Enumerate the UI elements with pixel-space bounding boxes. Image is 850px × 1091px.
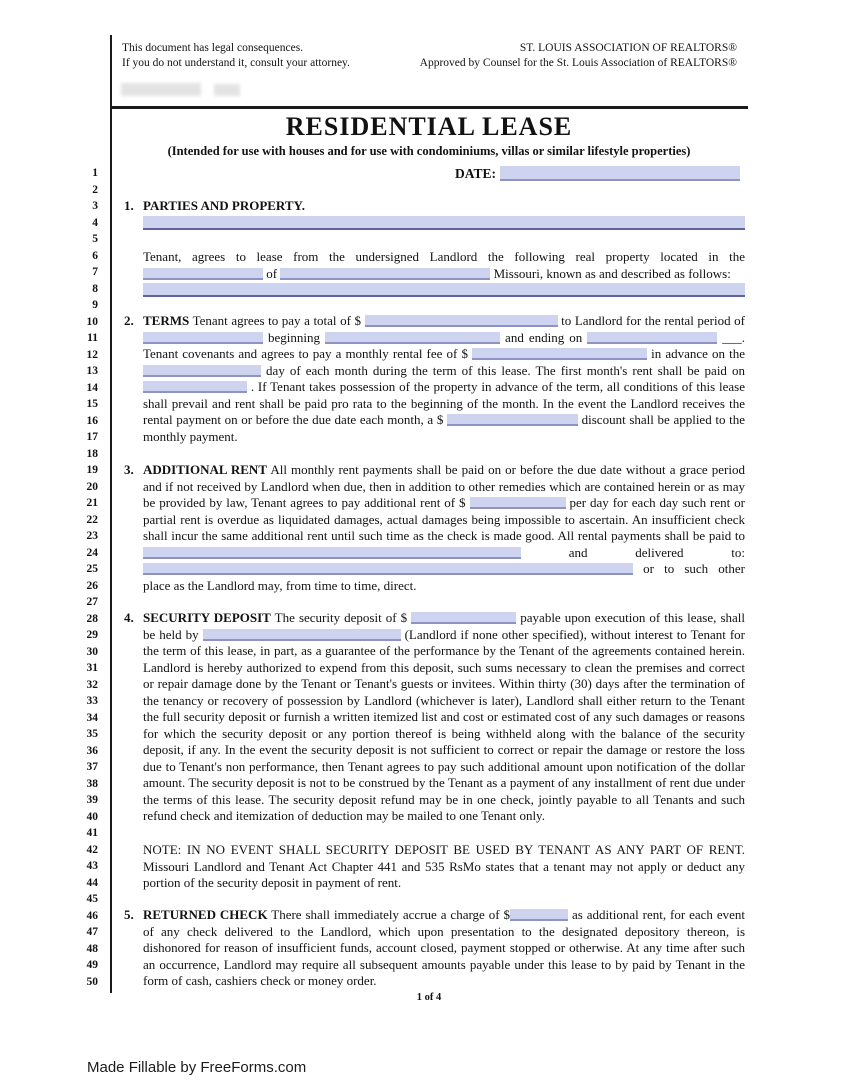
form-field[interactable]: [587, 332, 717, 344]
top-border-rule: [110, 106, 748, 109]
section-body: [143, 313, 745, 445]
form-field[interactable]: [143, 381, 247, 393]
line-number: 45: [86, 893, 98, 905]
form-field[interactable]: [143, 283, 745, 297]
freeforms-watermark: Made Fillable by FreeForms.com: [87, 1059, 307, 1076]
form-field[interactable]: [143, 547, 521, 559]
line-number: 30: [86, 645, 98, 658]
section-number: 5.: [124, 907, 134, 922]
line-number: 22: [86, 513, 98, 526]
line-number: 38: [86, 777, 98, 790]
line-number: 6: [92, 249, 98, 262]
line-number: 18: [86, 447, 98, 460]
line-number: 3: [92, 200, 98, 212]
line-number: 12: [86, 348, 98, 361]
form-field[interactable]: [470, 497, 566, 509]
line-number: 1: [92, 167, 98, 179]
form-field[interactable]: [325, 332, 500, 344]
section-returned-check: [124, 907, 745, 990]
line-number: 16: [86, 414, 98, 427]
line-number: 28: [86, 612, 98, 625]
line-number: 36: [86, 744, 98, 757]
line-number: 9: [92, 299, 98, 311]
paragraph: [143, 216, 745, 233]
section-security-deposit-note: [124, 842, 745, 892]
paragraph: ADDITIONAL RENT All monthly rent payments shall be paid on or before the due date without a grace period and if not received by Landlord when due, then in addition to other remedies which are contained herein or as may be provided by law, Tenant agrees to pay additional rent of $ per day for each day such rent or partial rent is overdue as liquidated damages, actual damages being impossible to ascertain. An insufficient check shall incur the same additional rent until such time as the check is made good. All rental payments shall be paid to and delivered to: or to such other place as the Landlord may, from time to time, direct.: [143, 462, 745, 593]
association-approval: Approved by Counsel for the St. Louis Association of REALTORS®: [419, 57, 737, 69]
line-number: 35: [86, 728, 98, 740]
paragraph: [143, 283, 745, 300]
section-heading: SECURITY DEPOSIT: [143, 610, 271, 625]
form-field[interactable]: [472, 348, 647, 360]
form-field[interactable]: [143, 332, 263, 344]
form-field[interactable]: [365, 315, 558, 327]
form-field[interactable]: [447, 414, 578, 426]
paragraph: SECURITY DEPOSIT The security deposit of $ payable upon execution of this lease, shall be held by (Landlord if none other specified), without interest to Tenant for the term of this lease, in part, as a guarantee of the performance by the Tenant of the agreements contained herein. Landlord is hereby authorized to expend from this deposit, such sums necessary to clean the premises and correct or repair damage done by the Tenant or Tenant's guests or invitees. Within thirty (30) days after the termination of the tenancy or recovery of possession by Landlord (whichever is later), Landlord shall either return to the Tenant the full security deposit or furnish a written itemized list and cost or estimated cost of any such damages or reasons for which the security deposit or any portion thereof is being withheld along with the balance of the security deposit, if any. In the event the security deposit is not sufficient to correct or repair the damage or restore the loss due to Tenant's non performance, then Tenant agrees to pay such additional amount upon notification of the dollar amount. The security deposit is not to be construed by the Tenant as a payment of any installment of rent due under the terms of this lease. The security deposit refund may be in one check, jointly payable to all Tenants and such refund check and itemization of deduction may be mailed to one Tenant only.: [143, 610, 745, 823]
line-number: 17: [86, 431, 98, 443]
line-number: 31: [86, 662, 98, 674]
disclaimer-line1: This document has legal consequences.: [122, 42, 304, 54]
paragraph: Tenant, agrees to lease from the undersigned Landlord the following real property located in the of Missouri, known as and described as follows:: [143, 249, 745, 281]
form-field[interactable]: [143, 268, 263, 280]
section-body: [143, 907, 745, 990]
paragraph: TERMS Tenant agrees to pay a total of $ to Landlord for the rental period of beginning and ending on ___. Tenant covenants and agrees to pay a monthly rental fee of $ in advance on the day of each month during the term of this lease. The first month's rent shall be paid on . If Tenant takes possession of the property in advance of the term, all conditions of this lease shall prevail and rent shall be paid pro rata to the beginning of the month. In the event the Landlord receives the rental payment on or before the due date each month, a $ discount shall be applied to the monthly payment.: [143, 313, 746, 444]
faded-stamp: [214, 84, 240, 96]
line-number: 23: [86, 530, 98, 542]
form-field[interactable]: [280, 268, 490, 280]
line-number: 5: [92, 233, 98, 245]
line-number: 10: [86, 315, 98, 328]
date-row: [455, 165, 740, 183]
line-number: 42: [86, 843, 98, 856]
line-number: 21: [86, 497, 98, 509]
section-number: [124, 842, 143, 892]
line-number: 47: [86, 926, 98, 938]
date-label: DATE:: [455, 166, 497, 181]
form-field[interactable]: [411, 612, 516, 624]
line-number: 14: [86, 381, 98, 394]
date-field[interactable]: [500, 166, 740, 181]
line-number: 46: [86, 909, 98, 922]
line-number: 37: [86, 761, 98, 773]
line-number: 8: [92, 282, 98, 295]
section-body: [143, 462, 745, 594]
section-additional-rent: [124, 462, 745, 594]
line-number: 20: [86, 480, 98, 493]
line-number: 24: [86, 546, 98, 559]
line-number: 50: [86, 975, 98, 988]
line-number: 13: [86, 365, 98, 377]
document-subtitle: (Intended for use with houses and for use with condominiums, villas or similar lifestyle properties): [167, 144, 691, 158]
line-number: 25: [86, 563, 98, 575]
section-security-deposit: [124, 610, 745, 825]
form-field[interactable]: [143, 216, 745, 230]
section-parties-and-property: [124, 198, 745, 300]
section-number: 4.: [124, 610, 134, 625]
line-number: 32: [86, 678, 98, 691]
line-number: 40: [86, 810, 98, 823]
line-number: 15: [86, 398, 98, 410]
faded-stamp: [121, 83, 201, 96]
line-number: 4: [92, 216, 98, 229]
section-body: [143, 198, 745, 300]
form-field[interactable]: [203, 629, 401, 641]
line-number: 33: [86, 695, 98, 707]
section-heading: PARTIES AND PROPERTY.: [143, 198, 305, 213]
form-field[interactable]: [510, 909, 568, 921]
section-heading: TERMS: [143, 313, 190, 328]
line-number: 49: [86, 959, 98, 971]
section-terms: [124, 313, 745, 445]
line-number: 48: [86, 942, 98, 955]
line-number: 11: [87, 332, 98, 344]
section-number: 3.: [124, 462, 134, 477]
line-number: 44: [86, 876, 98, 889]
line-number: 34: [86, 711, 98, 724]
form-field[interactable]: [143, 365, 261, 377]
line-number: 2: [92, 183, 98, 196]
association-name: ST. LOUIS ASSOCIATION OF REALTORS®: [519, 42, 737, 54]
disclaimer-line2: If you do not understand it, consult your attorney.: [122, 57, 350, 69]
line-number: 29: [86, 629, 98, 641]
line-number: 7: [92, 266, 98, 278]
line-number: 43: [86, 860, 98, 872]
document-title: RESIDENTIAL LEASE: [285, 112, 573, 141]
section-number: 1.: [124, 198, 134, 213]
section-heading: ADDITIONAL RENT: [143, 462, 267, 477]
paragraph: RETURNED CHECK There shall immediately accrue a charge of $ as additional rent, for each event of any check delivered to the Landlord, which upon presentation to the designated depository thereon, is dishonored for reason of insufficient funds, account closed, payment stopped or otherwise. At any time after such an occurrence, Landlord may require all subsequent amounts payable under this lease to by paid by Tenant in the form of cash, cashiers check or money order.: [143, 907, 746, 988]
section-body: [143, 610, 745, 825]
line-number: 26: [86, 579, 98, 592]
section-number: 2.: [124, 313, 134, 328]
form-field[interactable]: [143, 563, 633, 575]
line-number: 39: [86, 794, 98, 806]
association-header: [420, 41, 737, 71]
left-border-rule: [110, 35, 112, 993]
line-number: 41: [86, 827, 98, 839]
line-number: 27: [86, 596, 98, 608]
section-body: [143, 842, 745, 892]
line-number: 19: [86, 464, 98, 476]
page-number: 1 of 4: [416, 992, 442, 1003]
section-heading: RETURNED CHECK: [143, 907, 268, 922]
paragraph: [143, 198, 745, 215]
legal-disclaimer: [122, 41, 350, 71]
paragraph: NOTE: IN NO EVENT SHALL SECURITY DEPOSIT BE USED BY TENANT AS ANY PART OF RENT. Missouri Landlord and Tenant Act Chapter 441 and 535 RsMo states that a tenant may not apply or deduct any portion of the security deposit in payment of rent.: [143, 842, 745, 890]
